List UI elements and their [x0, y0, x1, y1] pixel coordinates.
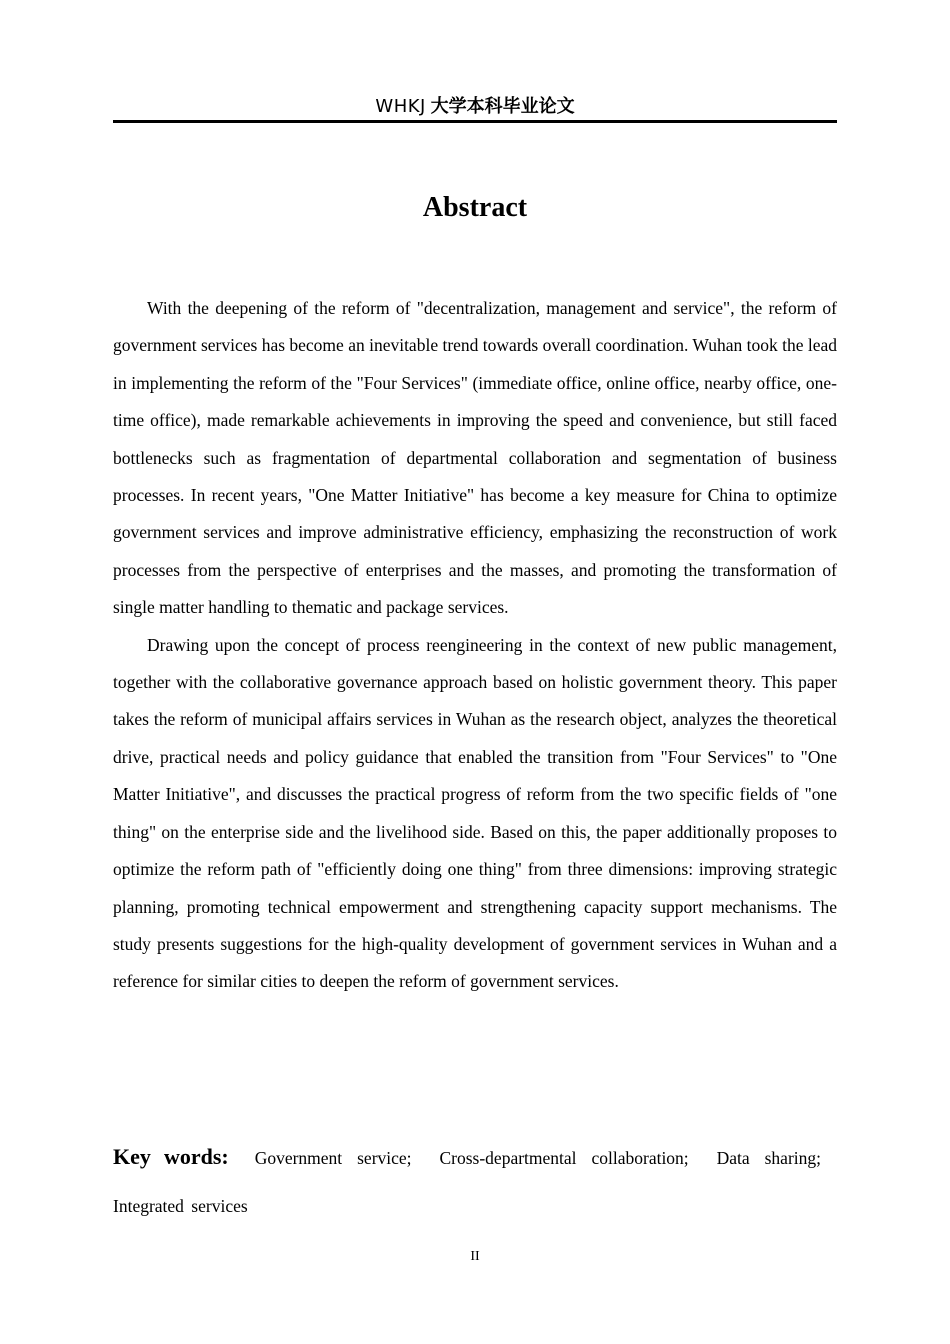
keyword-item: Cross-departmental collaboration;	[439, 1148, 689, 1168]
header-cjk-text: 大学本科毕业论文	[430, 96, 575, 117]
keyword-item: Data sharing;	[716, 1148, 821, 1168]
page-number: II	[470, 1249, 480, 1264]
keywords-label: Key words:	[113, 1144, 229, 1169]
abstract-title: Abstract	[422, 192, 528, 223]
abstract-paragraph-2: Drawing upon the concept of process reengineering in the context of new public management, together with the collaborative governance approach based on holistic government theory. This paper takes the reform of municipal affairs services in Wuhan as the research object, analyzes the theoretical drive, practical needs and policy guidance that enabled the transition from "Four Services" to "One Matter Initiative", and discusses the practical progress of reform from the two specific fields of "one thing" on the enterprise side and the livelihood side. Based on this, the paper additionally proposes to optimize the reform path of "efficiently doing one thing" from three dimensions: improving strategic planning, promoting technical empowerment and strengthening capacity support mechanisms. The study presents suggestions for the high-quality development of government services in Wuhan and a reference for similar cities to deepen the reform of government services.	[113, 634, 837, 992]
header-latin-text: WHKJ	[375, 96, 426, 117]
keyword-item: Integrated services	[113, 1196, 248, 1216]
header-rule	[113, 120, 837, 123]
abstract-paragraph-1: With the deepening of the reform of "decentralization, management and service", the reform of government services has become an inevitable trend towards overall coordination. Wuhan took the lead in implementing the reform of the "Four Services" (immediate office, online office, nearby office, one-time office), made remarkable achievements in improving the speed and convenience, but still faced bottlenecks such as fragmentation of departmental collaboration and segmentation of business processes. In recent years, "One Matter Initiative" has become a key measure for China to optimize government services and improve administrative efficiency, emphasizing the reconstruction of work processes from the perspective of enterprises and the masses, and promoting the transformation of single matter handling to thematic and package services.	[113, 298, 838, 618]
keywords-section	[113, 1133, 837, 1230]
running-header	[113, 94, 837, 120]
abstract-body	[113, 290, 837, 1001]
keyword-item: Government service;	[254, 1148, 412, 1168]
